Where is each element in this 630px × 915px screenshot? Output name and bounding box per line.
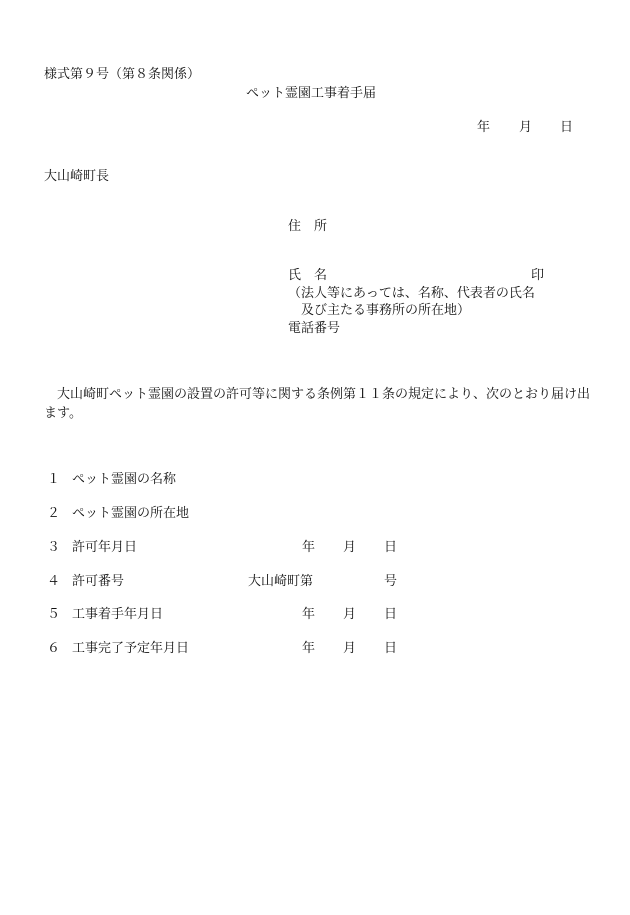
- item-year-label: 年: [302, 641, 316, 656]
- form-number: 様式第９号（第８条関係）: [44, 67, 201, 82]
- item-number: ５: [47, 607, 61, 622]
- submission-date-month: 月: [519, 120, 533, 135]
- submission-date-day: 日: [560, 120, 574, 135]
- item-number: ６: [47, 641, 61, 656]
- item-month-label: 月: [343, 641, 357, 656]
- item-label: 工事着手年月日: [72, 607, 164, 622]
- permit-number-prefix: 大山崎町第: [248, 574, 314, 589]
- submission-date-year: 年: [477, 120, 491, 135]
- item-label: 許可年月日: [72, 540, 138, 555]
- applicant-address-label: 住 所: [288, 219, 328, 234]
- item-day-label: 日: [384, 641, 398, 656]
- item-day-label: 日: [384, 607, 398, 622]
- applicant-name-label: 氏 名: [288, 268, 328, 283]
- applicant-name-note: （法人等にあっては、名称、代表者の氏名: [288, 286, 535, 301]
- applicant-phone-label: 電話番号: [288, 321, 341, 336]
- item-year-label: 年: [302, 607, 316, 622]
- item-number: ４: [47, 574, 61, 589]
- item-year-label: 年: [302, 540, 316, 555]
- item-month-label: 月: [343, 540, 357, 555]
- addressee: 大山崎町長: [44, 169, 110, 184]
- applicant-name-note-cont: 及び主たる事務所の所在地）: [301, 303, 471, 318]
- document-title: ペット霊園工事着手届: [246, 86, 377, 101]
- seal-mark: 印: [531, 268, 545, 283]
- item-number: ３: [47, 540, 61, 555]
- item-label: 工事完了予定年月日: [72, 641, 190, 656]
- permit-number-suffix: 号: [384, 574, 398, 589]
- item-number: １: [47, 472, 61, 487]
- item-label: ペット霊園の名称: [72, 472, 177, 487]
- item-month-label: 月: [343, 607, 357, 622]
- item-day-label: 日: [384, 540, 398, 555]
- item-label: ペット霊園の所在地: [72, 506, 190, 521]
- item-label: 許可番号: [72, 574, 125, 589]
- statement-text: 大山崎町ペット霊園の設置の許可等に関する条例第１１条の規定により、次のとおり届け出ます。: [44, 387, 591, 421]
- item-number: ２: [47, 506, 61, 521]
